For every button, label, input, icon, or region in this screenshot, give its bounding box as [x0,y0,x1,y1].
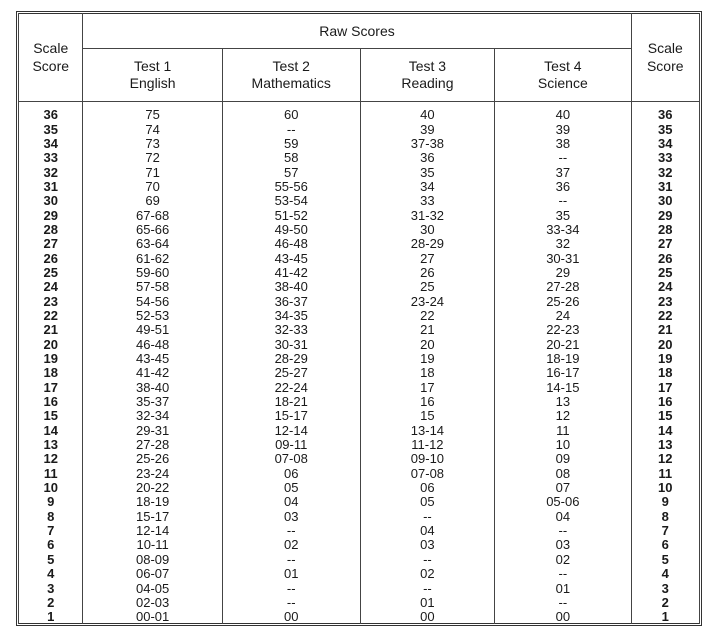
science-raw-cell: 29 [495,266,631,280]
table-row [19,438,700,452]
english-raw-cell: 70 [83,180,222,194]
header-text: Scale [647,40,683,56]
scale-score-cell: 18 [19,366,83,380]
math-raw-cell: -- [222,524,360,538]
scale-score-right-cell: 15 [631,409,699,423]
math-raw-cell: 28-29 [222,352,360,366]
reading-raw-cell: 27 [360,251,494,265]
scale-score-right-cell: 22 [631,309,699,323]
table-row [19,524,700,538]
math-raw-cell: 02 [222,538,360,552]
scale-score-cell: 3 [19,581,83,595]
scale-score-cell: 36 [19,102,83,123]
science-raw-cell: 08 [495,467,631,481]
math-raw-cell: 00 [222,610,360,624]
test-1-header [83,49,222,102]
science-raw-cell: 11 [495,424,631,438]
english-raw-cell: 35-37 [83,395,222,409]
scale-score-cell: 6 [19,538,83,552]
test-name: Test 1 [133,58,172,74]
scale-score-cell: 25 [19,266,83,280]
table-row [19,223,700,237]
table-row [19,452,700,466]
english-raw-cell: 18-19 [83,495,222,509]
scale-score-cell: 19 [19,352,83,366]
scale-score-cell: 28 [19,223,83,237]
scale-score-right-cell: 13 [631,438,699,452]
math-raw-cell: 04 [222,495,360,509]
english-raw-cell: 29-31 [83,424,222,438]
math-raw-cell: 18-21 [222,395,360,409]
reading-raw-cell: 06 [360,481,494,495]
english-raw-cell: 06-07 [83,567,222,581]
english-raw-cell: 12-14 [83,524,222,538]
english-raw-cell: 65-66 [83,223,222,237]
scale-score-cell: 24 [19,280,83,294]
test-4-header [495,49,631,102]
table-row [19,137,700,151]
science-raw-cell: -- [495,151,631,165]
math-raw-cell: 41-42 [222,266,360,280]
scale-score-cell: 30 [19,194,83,208]
english-raw-cell: 61-62 [83,251,222,265]
table-row [19,424,700,438]
english-raw-cell: 08-09 [83,553,222,567]
science-raw-cell: 14-15 [495,381,631,395]
reading-raw-cell: 18 [360,366,494,380]
english-raw-cell: 41-42 [83,366,222,380]
english-raw-cell: 46-48 [83,338,222,352]
table-row [19,366,700,380]
scale-score-right-cell: 33 [631,151,699,165]
reading-raw-cell: 36 [360,151,494,165]
math-raw-cell: 59 [222,137,360,151]
english-raw-cell: 71 [83,165,222,179]
science-raw-cell: 37 [495,165,631,179]
scale-score-right-cell: 2 [631,596,699,610]
scale-score-cell: 31 [19,180,83,194]
table-row [19,352,700,366]
table-row [19,180,700,194]
scale-score-right-cell: 24 [631,280,699,294]
reading-raw-cell: -- [360,581,494,595]
reading-raw-cell: 28-29 [360,237,494,251]
scale-score-right-cell: 19 [631,352,699,366]
scale-score-right-cell: 27 [631,237,699,251]
scale-score-cell: 14 [19,424,83,438]
scale-score-cell: 2 [19,596,83,610]
science-raw-cell: -- [495,596,631,610]
scale-score-cell: 4 [19,567,83,581]
english-raw-cell: 04-05 [83,581,222,595]
reading-raw-cell: 35 [360,165,494,179]
math-raw-cell: 43-45 [222,251,360,265]
scale-score-right-cell: 21 [631,323,699,337]
table-body [19,102,700,625]
science-raw-cell: 38 [495,137,631,151]
test-name: Test 3 [408,58,447,74]
header-text: Score [32,58,70,74]
scale-score-right-cell: 6 [631,538,699,552]
reading-raw-cell: 21 [360,323,494,337]
reading-raw-cell: 13-14 [360,424,494,438]
math-raw-cell: 15-17 [222,409,360,423]
science-raw-cell: 35 [495,208,631,222]
scale-score-right-cell: 31 [631,180,699,194]
science-raw-cell: 05-06 [495,495,631,509]
scale-score-cell: 32 [19,165,83,179]
scale-score-cell: 13 [19,438,83,452]
header-text: Score [646,58,684,74]
raw-scores-header: Raw Scores [83,13,631,49]
science-raw-cell: 33-34 [495,223,631,237]
reading-raw-cell: 01 [360,596,494,610]
science-raw-cell: -- [495,194,631,208]
science-raw-cell: 20-21 [495,338,631,352]
science-raw-cell: 16-17 [495,366,631,380]
science-raw-cell: 01 [495,581,631,595]
english-raw-cell: 23-24 [83,467,222,481]
table-row [19,495,700,509]
science-raw-cell: 39 [495,122,631,136]
english-raw-cell: 32-34 [83,409,222,423]
scale-score-right-cell: 16 [631,395,699,409]
science-raw-cell: 00 [495,610,631,624]
reading-raw-cell: 11-12 [360,438,494,452]
english-raw-cell: 63-64 [83,237,222,251]
math-raw-cell: 46-48 [222,237,360,251]
math-raw-cell: 06 [222,467,360,481]
english-raw-cell: 59-60 [83,266,222,280]
scale-score-right-cell: 8 [631,510,699,524]
scale-score-cell: 7 [19,524,83,538]
test-subject: Reading [401,75,454,91]
table-row [19,581,700,595]
table-row [19,538,700,552]
scale-score-right-cell: 18 [631,366,699,380]
scale-score-right-cell: 1 [631,610,699,624]
table-row [19,309,700,323]
english-raw-cell: 25-26 [83,452,222,466]
table-row [19,151,700,165]
reading-raw-cell: 40 [360,102,494,123]
scale-score-right-cell: 36 [631,102,699,123]
scale-score-cell: 33 [19,151,83,165]
math-raw-cell: 36-37 [222,294,360,308]
math-raw-cell: 05 [222,481,360,495]
scale-score-cell: 11 [19,467,83,481]
science-raw-cell: 27-28 [495,280,631,294]
math-raw-cell: 55-56 [222,180,360,194]
scale-score-cell: 35 [19,122,83,136]
scale-score-cell: 15 [19,409,83,423]
scale-score-right-cell: 35 [631,122,699,136]
scale-score-right-cell: 4 [631,567,699,581]
reading-raw-cell: 37-38 [360,137,494,151]
reading-raw-cell: 25 [360,280,494,294]
header-text: Scale [33,40,69,56]
reading-raw-cell: 26 [360,266,494,280]
scale-score-right-cell: 26 [631,251,699,265]
scale-score-right-cell: 34 [631,137,699,151]
test-name: Test 4 [544,58,582,74]
math-raw-cell: 51-52 [222,208,360,222]
science-raw-cell: 12 [495,409,631,423]
scale-score-right-cell: 9 [631,495,699,509]
reading-raw-cell: 15 [360,409,494,423]
math-raw-cell: 25-27 [222,366,360,380]
scale-score-cell: 8 [19,510,83,524]
math-raw-cell: 12-14 [222,424,360,438]
math-raw-cell: 53-54 [222,194,360,208]
science-raw-cell: 02 [495,553,631,567]
english-raw-cell: 72 [83,151,222,165]
table-row [19,381,700,395]
reading-raw-cell: 20 [360,338,494,352]
science-raw-cell: 04 [495,510,631,524]
scale-score-cell: 5 [19,553,83,567]
scale-score-right-cell: 17 [631,381,699,395]
english-raw-cell: 49-51 [83,323,222,337]
table-row [19,208,700,222]
score-conversion-table [18,13,700,624]
math-raw-cell: -- [222,596,360,610]
scale-score-right-cell: 25 [631,266,699,280]
science-raw-cell: 07 [495,481,631,495]
reading-raw-cell: 33 [360,194,494,208]
scale-score-cell: 23 [19,294,83,308]
table-row [19,338,700,352]
scale-score-cell: 16 [19,395,83,409]
reading-raw-cell: 16 [360,395,494,409]
scale-score-cell: 1 [19,610,83,624]
scale-score-right-cell: 3 [631,581,699,595]
english-raw-cell: 15-17 [83,510,222,524]
math-raw-cell: 32-33 [222,323,360,337]
english-raw-cell: 67-68 [83,208,222,222]
table-row [19,122,700,136]
math-raw-cell: -- [222,581,360,595]
math-raw-cell: 30-31 [222,338,360,352]
math-raw-cell: 58 [222,151,360,165]
scale-score-cell: 34 [19,137,83,151]
scale-score-cell: 27 [19,237,83,251]
reading-raw-cell: 34 [360,180,494,194]
table-row [19,567,700,581]
test-3-header [360,49,494,102]
scale-score-cell: 21 [19,323,83,337]
scale-score-right-cell: 20 [631,338,699,352]
table-row [19,395,700,409]
reading-raw-cell: 03 [360,538,494,552]
reading-raw-cell: 30 [360,223,494,237]
science-raw-cell: 30-31 [495,251,631,265]
scale-score-right-cell: 32 [631,165,699,179]
math-raw-cell: 60 [222,102,360,123]
scale-score-right-cell: 10 [631,481,699,495]
reading-raw-cell: 09-10 [360,452,494,466]
science-raw-cell: 25-26 [495,294,631,308]
reading-raw-cell: 05 [360,495,494,509]
scale-score-right-cell: 28 [631,223,699,237]
table-row [19,409,700,423]
scale-score-right-cell: 11 [631,467,699,481]
scale-score-right-cell: 14 [631,424,699,438]
english-raw-cell: 74 [83,122,222,136]
scale-score-right-cell: 7 [631,524,699,538]
science-raw-cell: 18-19 [495,352,631,366]
reading-raw-cell: 04 [360,524,494,538]
reading-raw-cell: 07-08 [360,467,494,481]
scale-score-cell: 22 [19,309,83,323]
scale-score-cell: 17 [19,381,83,395]
scale-score-right-cell: 23 [631,294,699,308]
scale-score-right-cell: 29 [631,208,699,222]
reading-raw-cell: 00 [360,610,494,624]
math-raw-cell: 49-50 [222,223,360,237]
science-raw-cell: 09 [495,452,631,466]
table-row [19,165,700,179]
scale-score-right-cell: 30 [631,194,699,208]
reading-raw-cell: 31-32 [360,208,494,222]
scale-score-cell: 12 [19,452,83,466]
math-raw-cell: 03 [222,510,360,524]
scale-score-cell: 26 [19,251,83,265]
table-row [19,596,700,610]
math-raw-cell: 01 [222,567,360,581]
science-raw-cell: 36 [495,180,631,194]
scale-score-cell: 20 [19,338,83,352]
reading-raw-cell: -- [360,510,494,524]
english-raw-cell: 69 [83,194,222,208]
scale-score-right-cell: 5 [631,553,699,567]
table-row [19,510,700,524]
table-row [19,467,700,481]
english-raw-cell: 20-22 [83,481,222,495]
reading-raw-cell: 22 [360,309,494,323]
math-raw-cell: 34-35 [222,309,360,323]
english-raw-cell: 02-03 [83,596,222,610]
reading-raw-cell: 17 [360,381,494,395]
table-row [19,266,700,280]
science-raw-cell: -- [495,524,631,538]
english-raw-cell: 43-45 [83,352,222,366]
table-row [19,323,700,337]
scale-score-cell: 10 [19,481,83,495]
test-name: Test 2 [272,58,310,74]
english-raw-cell: 73 [83,137,222,151]
science-raw-cell: 32 [495,237,631,251]
table-row [19,194,700,208]
science-raw-cell: 40 [495,102,631,123]
science-raw-cell: -- [495,567,631,581]
scale-score-cell: 29 [19,208,83,222]
test-subject: English [129,75,176,91]
english-raw-cell: 75 [83,102,222,123]
table-row [19,610,700,624]
science-raw-cell: 22-23 [495,323,631,337]
english-raw-cell: 54-56 [83,294,222,308]
scale-score-header-left [19,13,83,102]
math-raw-cell: 09-11 [222,438,360,452]
test-subject: Mathematics [251,75,331,91]
math-raw-cell: 38-40 [222,280,360,294]
reading-raw-cell: 19 [360,352,494,366]
table-row [19,294,700,308]
english-raw-cell: 57-58 [83,280,222,294]
math-raw-cell: 22-24 [222,381,360,395]
scale-score-right-cell: 12 [631,452,699,466]
english-raw-cell: 00-01 [83,610,222,624]
math-raw-cell: -- [222,122,360,136]
reading-raw-cell: -- [360,553,494,567]
math-raw-cell: 07-08 [222,452,360,466]
science-raw-cell: 03 [495,538,631,552]
english-raw-cell: 27-28 [83,438,222,452]
english-raw-cell: 38-40 [83,381,222,395]
table-row [19,280,700,294]
math-raw-cell: -- [222,553,360,567]
scale-score-cell: 9 [19,495,83,509]
test-subject: Science [537,75,588,91]
reading-raw-cell: 23-24 [360,294,494,308]
table-row [19,102,700,123]
math-raw-cell: 57 [222,165,360,179]
table-row [19,553,700,567]
table-row [19,481,700,495]
reading-raw-cell: 02 [360,567,494,581]
scale-score-header-right [631,13,699,102]
table-row [19,251,700,265]
english-raw-cell: 10-11 [83,538,222,552]
table-row [19,237,700,251]
science-raw-cell: 10 [495,438,631,452]
reading-raw-cell: 39 [360,122,494,136]
science-raw-cell: 13 [495,395,631,409]
science-raw-cell: 24 [495,309,631,323]
english-raw-cell: 52-53 [83,309,222,323]
test-2-header [222,49,360,102]
